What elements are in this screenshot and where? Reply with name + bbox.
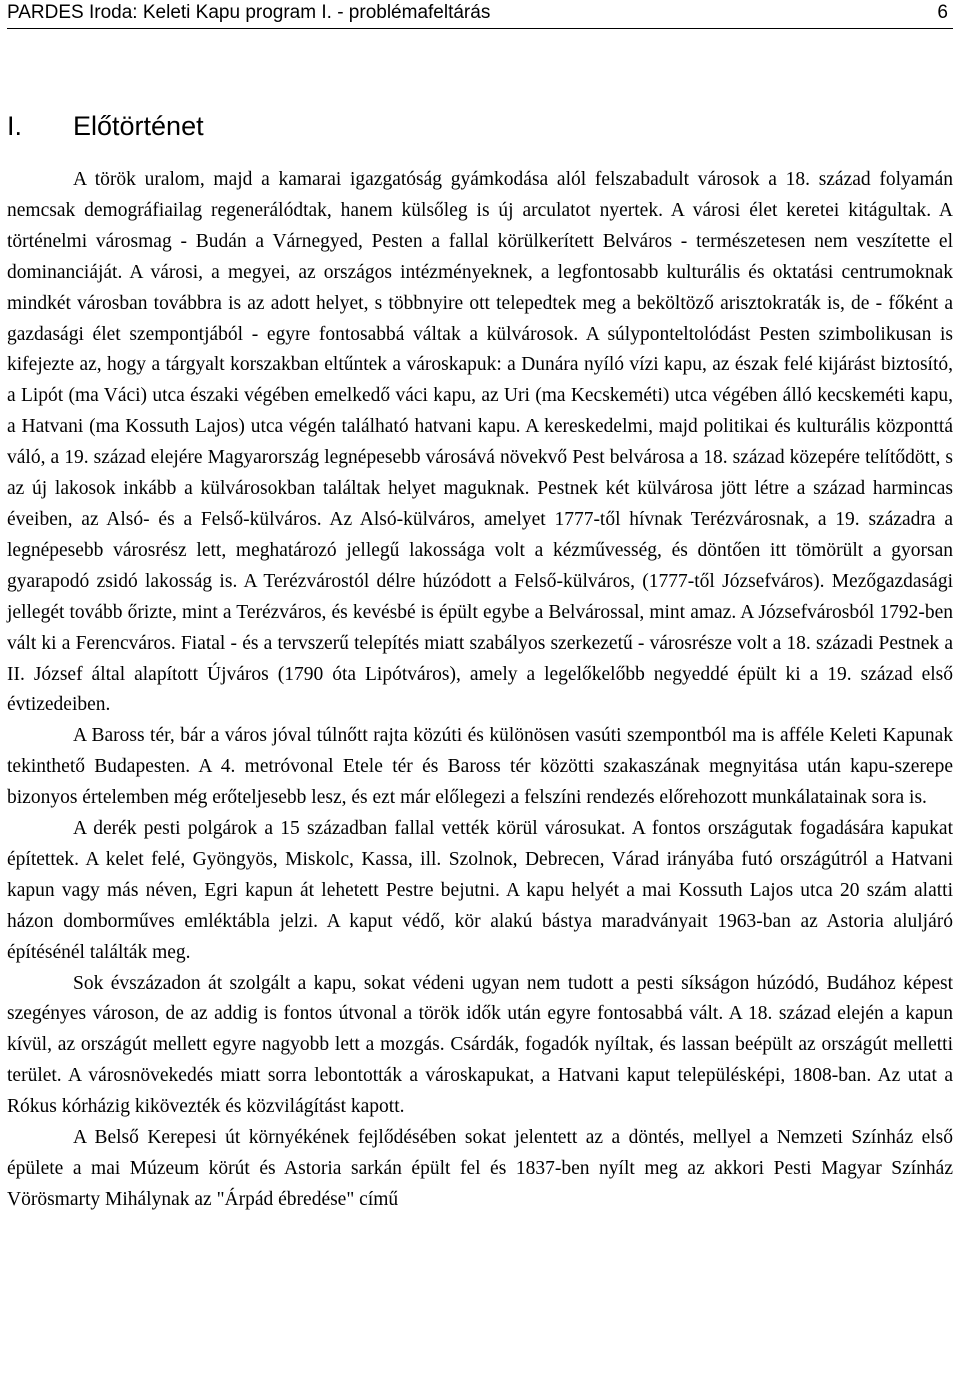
- paragraph-3: A derék pesti polgárok a 15 században fallal vették körül városukat. A fontos országutak fogadására kapukat építettek. A kelet felé, Gyöngyös, Miskolc, Kassa, ill. Szolnok, Debrecen, Várad irányába futó országútról a Hatvani kapun vagy más néven, Egri kapun át lehetett Pestre bejutni. A kapu helyét a mai Kossuth Lajos utca 20 szám alatti házon domborműves emléktábla jelzi. A kaput védő, kör alakú bástya maradványait 1963-ban az Astoria aluljáró építésénél találták meg.: [7, 818, 953, 963]
- chapter-title: Előtörténet: [73, 111, 204, 141]
- paragraph-2: A Baross tér, bár a város jóval túlnőtt rajta közúti és különösen vasúti szempontból ma is afféle Keleti Kapunak tekinthető Budapesten. A 4. metróvonal Etele tér és Baross tér közötti szakaszának megnyitása után kapu-szerepe bizonyos értelemben még erőteljesebb lesz, és ezt már előlegezi a felszíni rendezés előrehozott munkálatainak sora is.: [7, 725, 953, 809]
- header-title: PARDES Iroda: Keleti Kapu program I. - problémafeltárás: [7, 2, 491, 23]
- page-number: 6: [937, 2, 948, 23]
- paragraph-5: A Belső Kerepesi út környékének fejlődésében sokat jelentett az a döntés, mellyel a Nemzeti Színház első épülete a mai Múzeum körút és Astoria sarkán épült fel és 1837-ben nyílt meg az akkori Pesti Magyar Színház Vörösmarty Mihálynak az "Árpád ébredése" című: [7, 1127, 953, 1210]
- chapter-heading: [7, 110, 953, 142]
- paragraph-4: Sok évszázadon át szolgált a kapu, sokat védeni ugyan nem tudott a pesti síkságon húzódó, Budához képest szegényes városon, de az addig is fontos útvonal a török idők után egyre fontosabbá vált. A 18. század elején a kapun kívül, az országút mellett egyre nagyobb lett a mozgás. Csárdák, fogadók nyíltak, és lassan beépült az országút melletti terület. A városnövekedés miatt sorra lebontották a városkapukat, a Hatvani kaput településképi, 1808-ban. Az utat a Rókus kórházig kikövezték és közvilágítást kapott.: [7, 972, 953, 1118]
- running-header: [7, 0, 953, 29]
- document-page: [7, 0, 953, 1216]
- paragraph-1: A török uralom, majd a kamarai igazgatóság gyámkodása alól felszabadult városok a 18. század folyamán nemcsak demográfiailag regenerálódtak, hanem külsőleg is új arculatot nyertek. A városi élet keretei kitágultak. A történelmi városmag - Budán a Várnegyed, Pesten a fallal körülkerített Belváros - természetesen nem veszítette el dominanciáját. A városi, a megyei, az országos intézményeknek, a legfontosabb kulturális és oktatási centrumoknak mindkét városban továbbra is az adott helyet, s többnyire ott telepedtek meg a beköltöző arisztokraták is, de - főként a gazdasági élet szempontjából - egyre fontosabbá váltak a külvárosok. A súlyponteltolódást Pesten szimbolikusan is kifejezte az, hogy a tárgyalt korszakban eltűntek a városkapuk: a Dunára nyíló vízi kapu, az észak felé kijárást biztosító, a Lipót (ma Váci) utca északi végében emelkedő váci kapu, az Uri (ma Kecskeméti) utca végében álló kecskeméti kapu, a Hatvani (ma Kossuth Lajos) utca végén található hatvani kapu. A kereskedelmi, majd politikai és kulturális központtá váló, a 19. század elejére Magyarország legnépesebb városává növekvő Pest belvárosa a 18. század közepére telítődött, s az új lakosok inkább a külvárosokban találtak helyet maguknak. Pestnek két külvárosa jött létre a század harmincas éveiben, az Alsó- és a Felső-külváros. Az Alsó-külváros, amelyet 1777-től hívnak Terézvárosnak, a 19. századra a legnépesebb városrész lett, meghatározó jellegű lakossága volt a kézművesség, és döntően itt tömörült a gyorsan gyarapodó zsidó lakosság is. A Terézvárostól délre húzódott a Felső-külváros, (1777-től Józsefváros). Mezőgazdasági jellegét tovább őrizte, mint a Terézváros, és kevésbé is épült egybe a Belvárossal, mint amaz. A Józsefvárosból 1792-ben vált ki a Ferencváros. Fiatal - és a tervszerű telepítés miatt szabályos szerkezetű - városrésze volt a 18. századi Pestnek a II. József által alapított Újváros (1790 óta Lipótváros), amely a legelőkelőbb negyeddé épült ki a 19. század első évtizedeiben.: [7, 169, 953, 716]
- body-text: [7, 165, 953, 1216]
- chapter-number: I.: [7, 111, 23, 141]
